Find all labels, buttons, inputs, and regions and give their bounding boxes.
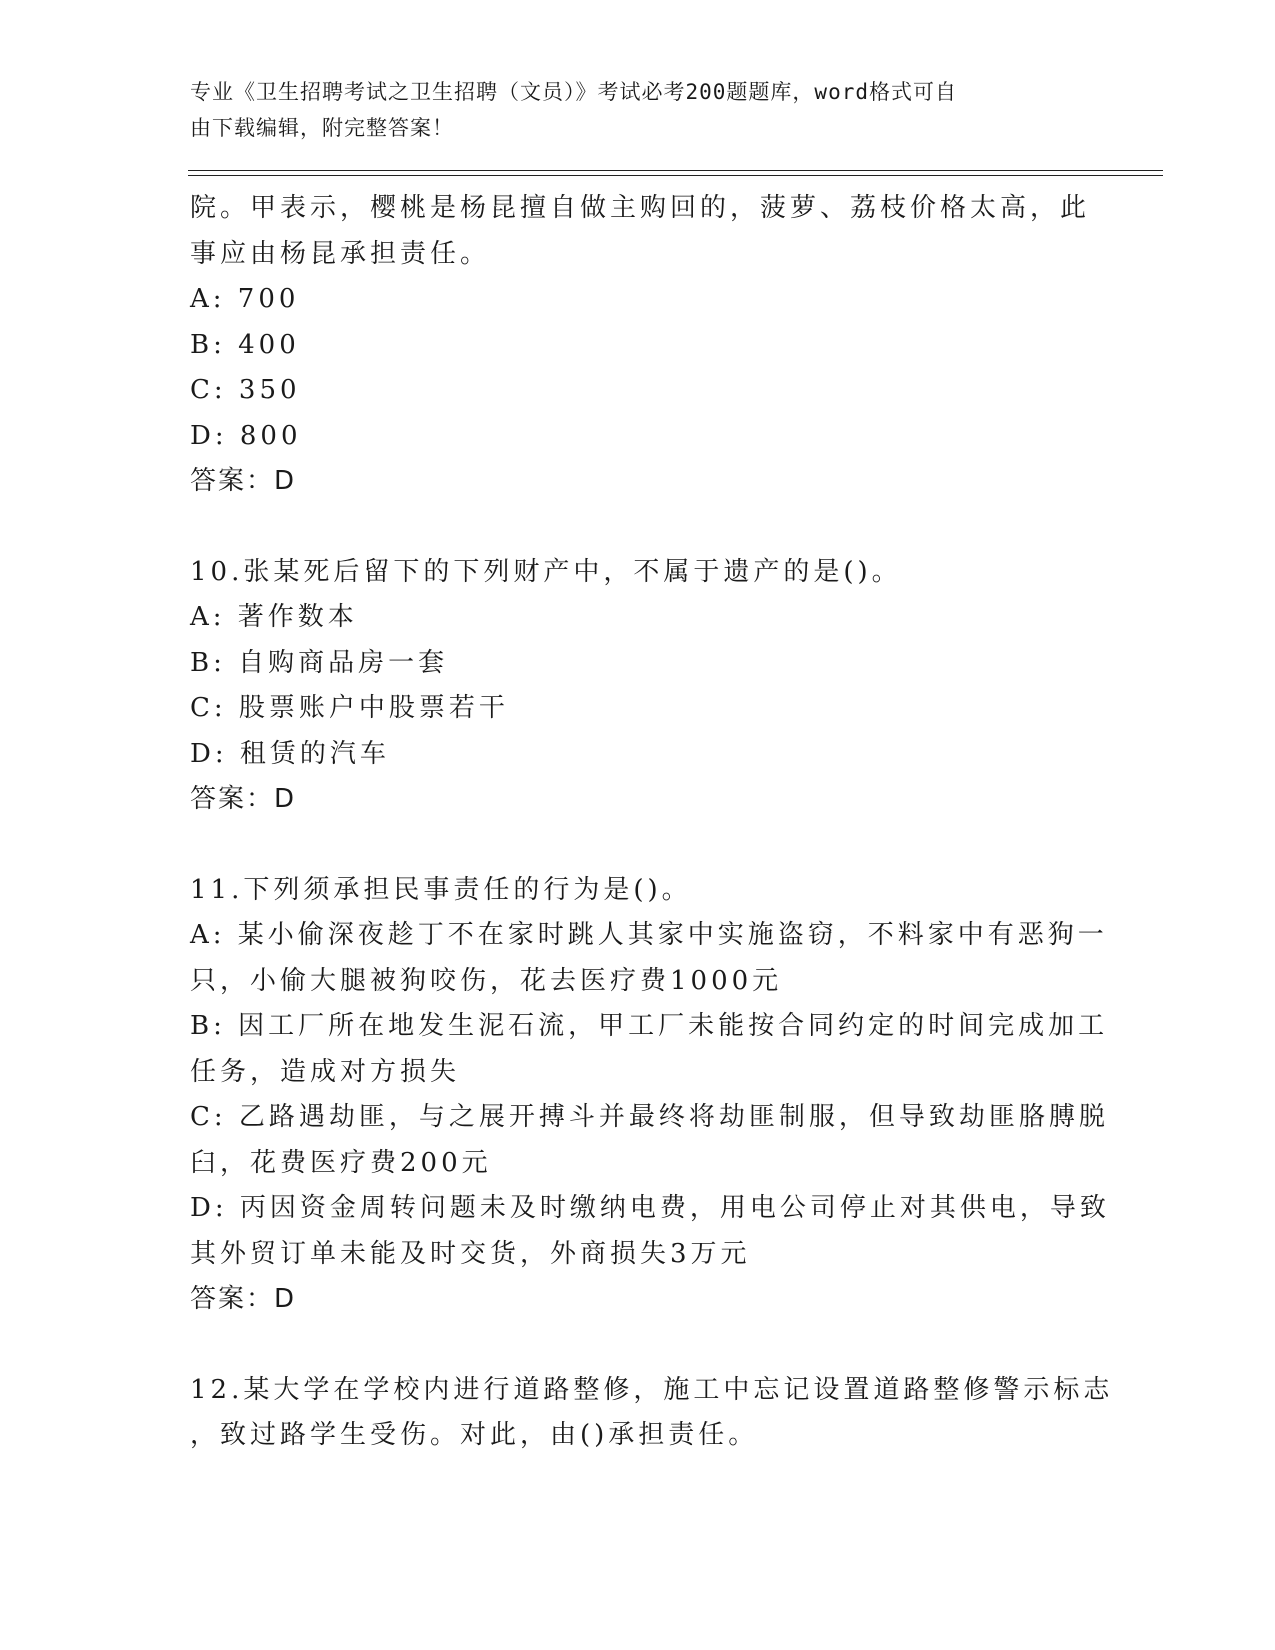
question-block-10 [190, 550, 1090, 823]
option-b: B: 400 [190, 329, 300, 360]
option-d: D: 丙因资金周转问题未及时缴纳电费，用电公司停止对其供电，导致 [190, 1193, 1110, 1223]
option-c: C: 股票账户中股票若干 [190, 693, 509, 723]
option-b: B: 因工厂所在地发生泥石流，甲工厂未能按合同约定的时间完成加工 [190, 1011, 1109, 1041]
option-d: D: 租赁的汽车 [190, 738, 390, 769]
option-d: D: 800 [190, 420, 302, 451]
question-stem-line: 事应由杨昆承担责任。 [190, 238, 491, 269]
option-d-continuation: 其外贸订单未能及时交货，外商损失3万元 [190, 1238, 751, 1269]
document-header [190, 74, 1070, 146]
question-stem-continuation: ，致过路学生受伤。对此，由()承担责任。 [190, 1420, 759, 1450]
option-b-continuation: 任务，造成对方损失 [190, 1056, 461, 1087]
question-spacer [190, 505, 1090, 550]
question-stem: 10.张某死后留下的下列财产中，不属于遗产的是()。 [190, 556, 902, 587]
option-a: A: 某小偷深夜趁丁不在家时跳人其家中实施盗窃，不料家中有恶狗一 [190, 920, 1108, 950]
answer-line: 答案：D [190, 466, 297, 496]
header-divider-top [188, 170, 1163, 171]
question-spacer [190, 1323, 1090, 1368]
option-a: A: 700 [190, 284, 300, 314]
answer-line: 答案：D [190, 1284, 297, 1314]
answer-line: 答案：D [190, 784, 297, 814]
question-block-previous [190, 186, 1090, 505]
option-c: C: 350 [190, 375, 301, 405]
question-block-12 [190, 1368, 1114, 1459]
question-spacer [190, 823, 1090, 868]
header-divider-bottom [188, 175, 1163, 176]
option-c: C: 乙路遇劫匪，与之展开搏斗并最终将劫匪制服，但导致劫匪胳膊脱 [190, 1102, 1109, 1132]
option-b: B: 自购商品房一套 [190, 647, 449, 678]
header-title-line-1: 专业《卫生招聘考试之卫生招聘（文员）》考试必考200题题库，word格式可自 [190, 80, 957, 104]
question-content [190, 186, 1114, 1459]
question-stem: 11.下列须承担民事责任的行为是()。 [190, 874, 692, 905]
header-title-line-2: 由下载编辑，附完整答案！ [190, 116, 454, 140]
question-stem-line: 院。甲表示，樱桃是杨昆擅自做主购回的，菠萝、荔枝价格太高，此 [190, 193, 1091, 223]
option-c-continuation: 臼，花费医疗费200元 [190, 1147, 492, 1178]
question-block-11 [190, 868, 1110, 1323]
option-a: A: 著作数本 [190, 602, 358, 632]
question-stem: 12.某大学在学校内进行道路整修，施工中忘记设置道路整修警示标志 [190, 1374, 1114, 1405]
option-a-continuation: 只，小偷大腿被狗咬伤，花去医疗费1000元 [190, 965, 783, 996]
